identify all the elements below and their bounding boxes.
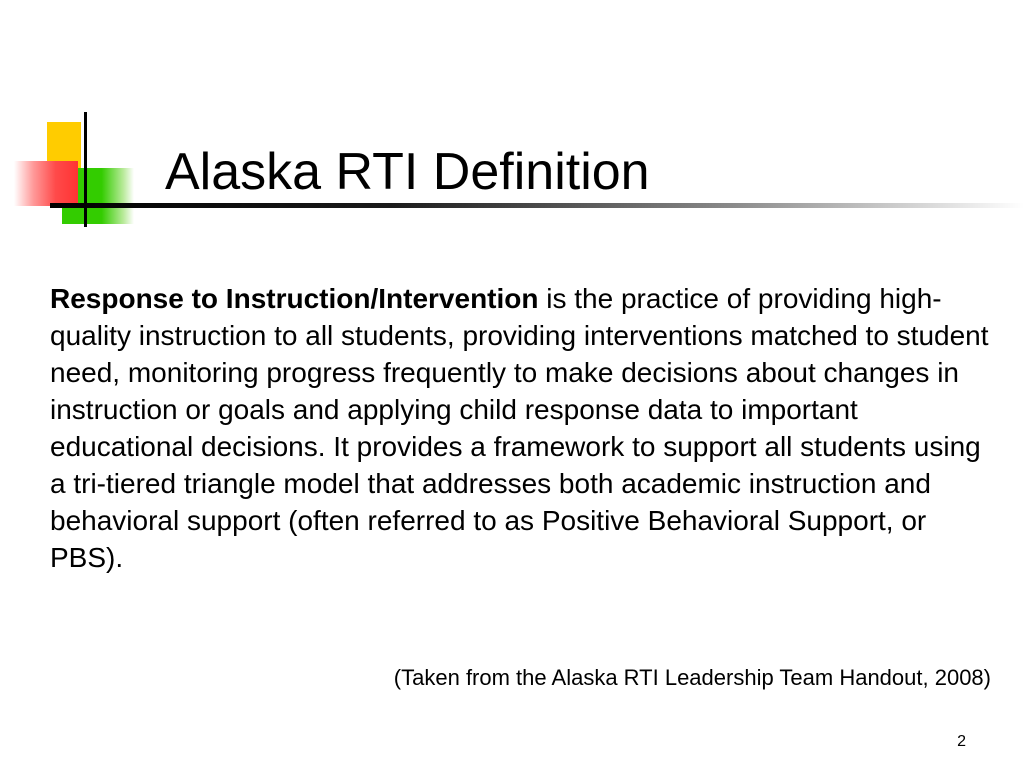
slide-title: Alaska RTI Definition — [165, 143, 650, 201]
vertical-rule-line — [84, 112, 87, 227]
definition-term: Response to Instruction/Intervention — [50, 283, 539, 314]
definition-paragraph — [50, 280, 995, 576]
red-square-shape — [14, 161, 78, 206]
definition-text: is the practice of providing high-quality instruction to all students, providing interventions matched to student need, monitoring progress frequently to make decisions about changes in instruction or goals and applying child response data to important educational decisions. It provides a framework to support all students using a tri-tiered triangle model that addresses both academic instruction and behavioral support (often referred to as Positive Behavioral Support, or PBS). — [50, 283, 989, 573]
source-citation: (Taken from the Alaska RTI Leadership Team Handout, 2008) — [393, 665, 991, 690]
title-underline-rule — [50, 203, 1024, 208]
page-number: 2 — [957, 733, 966, 750]
